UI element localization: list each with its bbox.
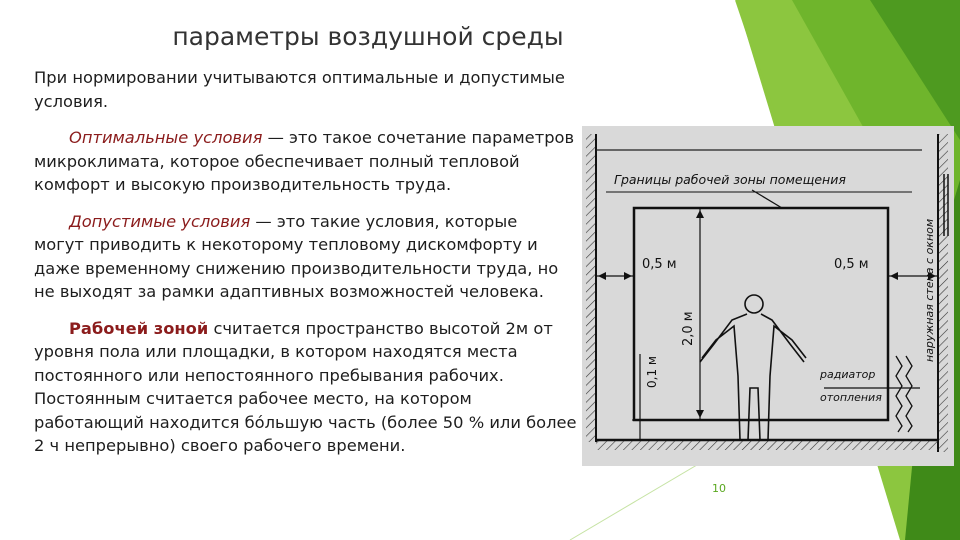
height-label: 2,0 м — [681, 311, 696, 346]
permissible-line-3: даже временному снижению производительности труда, но — [34, 258, 559, 278]
optimal-text: — это такое сочетание параметров микроклимата, которое обеспечивает полный тепловой комфорт и высокую производительность труда. — [34, 128, 575, 194]
workzone-text: считается пространство высотой 2м от уровня пола или площадки, в котором находятся места постоянного или непостоянного пребывания рабочих. Постоянным считается рабочее место, на котором работающий находится бóльшую часть (более 50 % или более 2 ч непрерывно) своего рабочего времени. — [34, 318, 577, 455]
floor-gap-label: 0,1 м — [645, 356, 659, 388]
body-text — [34, 66, 582, 458]
left-wall — [586, 134, 596, 442]
permissible-line-2: могут приводить к некоторому тепловому дискомфорту и — [34, 235, 538, 254]
intro-paragraph: При нормировании учитываются оптимальные и допустимые условия. — [34, 68, 565, 111]
workzone-paragraph — [34, 317, 582, 458]
wall-label: наружная стена с окном — [923, 218, 936, 362]
workzone-term: Рабочей зоной — [69, 318, 209, 338]
permissible-line-1: — это такие условия, которые — [250, 211, 518, 231]
work-zone-diagram — [582, 126, 954, 466]
optimal-term: Оптимальные условия — [69, 128, 263, 147]
human-figure — [700, 295, 806, 440]
permissible-line-4: не выходят за рамки адаптивных возможностей человека. — [34, 282, 544, 301]
permissible-paragraph — [34, 210, 582, 304]
right-wall — [938, 134, 948, 452]
optimal-paragraph — [34, 126, 582, 197]
radiator-label-2: отопления — [820, 391, 882, 404]
zone-label: Границы рабочей зоны помещения — [614, 172, 846, 187]
page-number: 10 — [712, 482, 726, 495]
left-offset-label: 0,5 м — [642, 257, 677, 272]
floor — [596, 440, 938, 450]
right-offset-label: 0,5 м — [834, 257, 869, 272]
slide-title: параметры воздушной среды — [172, 22, 564, 51]
permissible-term: Допустимые условия — [69, 211, 251, 231]
work-zone-diagram-drawing — [582, 126, 954, 466]
radiator-label-1: радиатор — [820, 368, 876, 381]
